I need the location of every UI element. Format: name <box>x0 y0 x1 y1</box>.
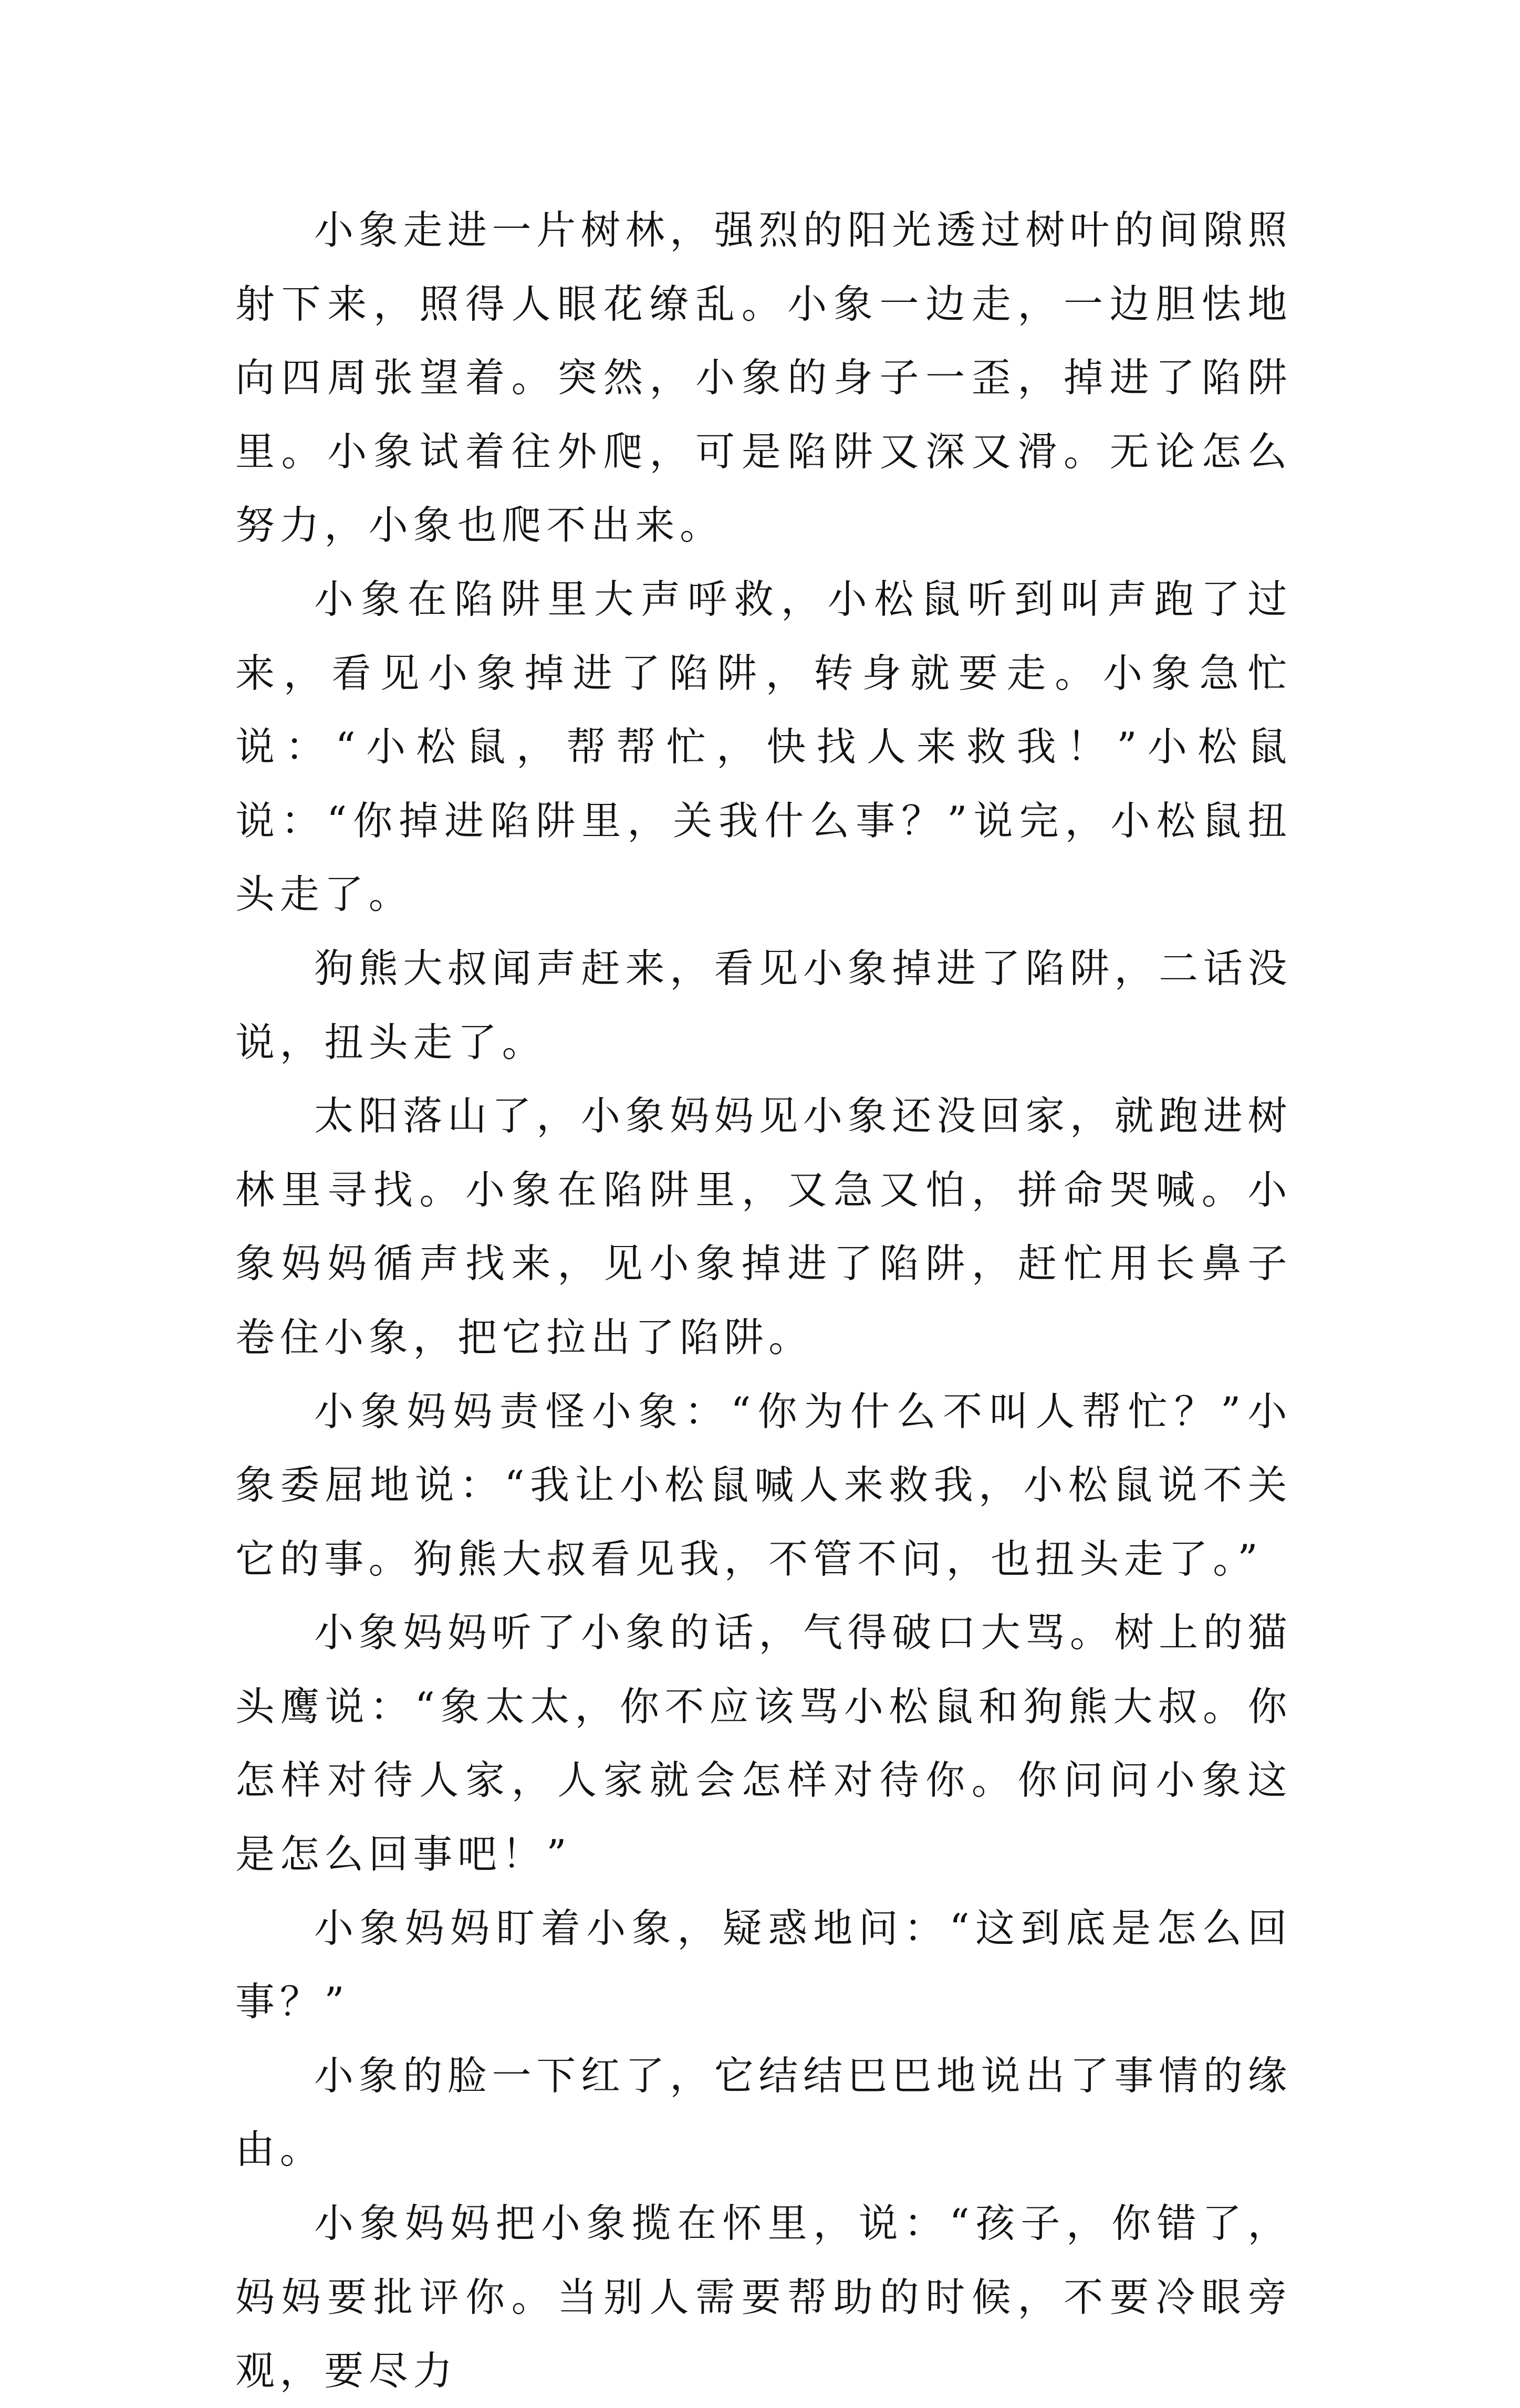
paragraph: 小象妈妈盯着小象，疑惑地问：“这到底是怎么回事？” <box>235 1904 1292 2025</box>
paragraph: 小象在陷阱里大声呼救，小松鼠听到叫声跑了过来，看见小象掉进了陷阱，转身就要走。小象急忙说：“小松鼠，帮帮忙，快找人来救我！”小松鼠说：“你掉进陷阱里，关我什么事？”说完，小松鼠扭头走了。 <box>235 575 1292 918</box>
paragraph: 狗熊大叔闻声赶来，看见小象掉进了陷阱，二话没说，扭头走了。 <box>235 945 1292 1065</box>
paragraph: 小象走进一片树林，强烈的阳光透过树叶的间隙照射下来，照得人眼花缭乱。小象一边走，一边胆怯地向四周张望着。突然，小象的身子一歪，掉进了陷阱里。小象试着往外爬，可是陷阱又深又滑。无论怎么努力，小象也爬不出来。 <box>235 207 1292 549</box>
paragraph: 太阳落山了，小象妈妈见小象还没回家，就跑进树林里寻找。小象在陷阱里，又急又怕，拼命哭喊。小象妈妈循声找来，见小象掉进了陷阱，赶忙用长鼻子卷住小象，把它拉出了陷阱。 <box>235 1093 1292 1360</box>
paragraph: 小象的脸一下红了，它结结巴巴地说出了事情的缘由。 <box>235 2052 1292 2173</box>
paragraph: 小象妈妈责怪小象：“你为什么不叫人帮忙？”小象委屈地说：“我让小松鼠喊人来救我，小松鼠说不关它的事。狗熊大叔看见我，不管不问，也扭头走了。” <box>235 1388 1292 1582</box>
paragraph: 小象妈妈把小象揽在怀里，说：“孩子，你错了，妈妈要批评你。当别人需要帮助的时候，不要冷眼旁观，要尽力 <box>235 2200 1292 2394</box>
story-text <box>235 193 1292 2408</box>
paragraph: 小象妈妈听了小象的话，气得破口大骂。树上的猫头鹰说：“象太太，你不应该骂小松鼠和狗熊大叔。你怎样对待人家，人家就会怎样对待你。你问问小象这是怎么回事吧！” <box>235 1609 1292 1878</box>
